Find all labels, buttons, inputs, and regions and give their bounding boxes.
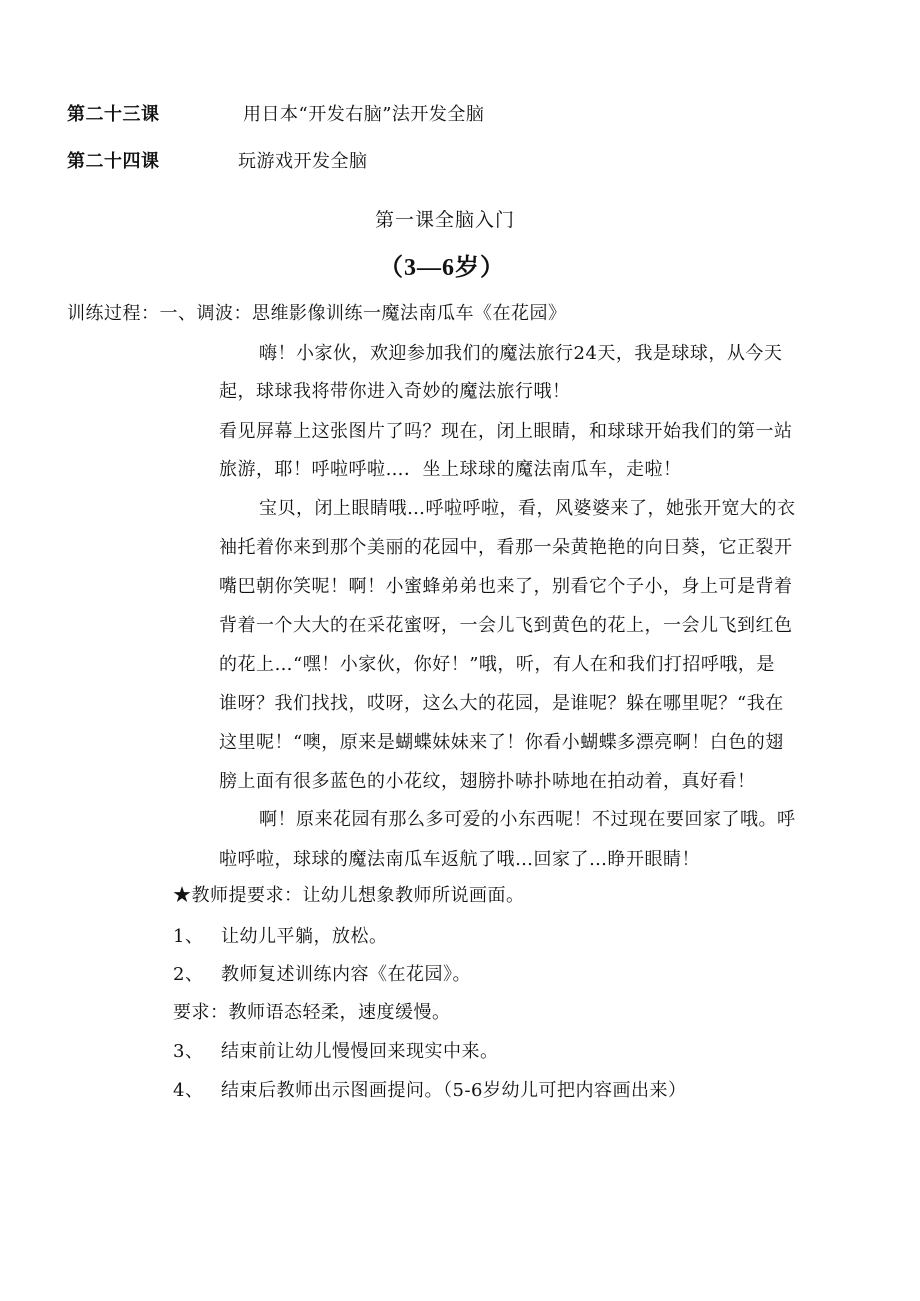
toc-lesson-number: 第二十三课 <box>67 104 160 125</box>
story-line: 谁呀？我们找找，哎呀，这么大的花园，是谁呢？躲在哪里呢？“我在 <box>219 693 784 714</box>
step-number: 2、 <box>173 964 204 985</box>
story-line: 啦呼啦，球球的魔法南瓜车返航了哦…回家了…睁开眼睛！ <box>219 849 700 870</box>
teacher-heading: ★教师提要求：让幼儿想象教师所说画面。 <box>173 885 525 906</box>
section-heading: 训练过程：一、调波：思维影像训练一魔法南瓜车《在花园》 <box>67 303 567 324</box>
requirement-text: 要求：教师语态轻柔，速度缓慢。 <box>173 1002 451 1023</box>
toc-lesson-title: 玩游戏开发全脑 <box>238 151 368 172</box>
story-line: 看见屏幕上这张图片了吗？现在，闭上眼睛，和球球开始我们的第一站 <box>219 421 793 442</box>
story-line: 宝贝，闭上眼睛哦…呼啦呼啦，看，风婆婆来了，她张开宽大的衣 <box>259 498 796 519</box>
story-line: 嗨！小家伙，欢迎参加我们的魔法旅行24天，我是球球，从今天 <box>259 343 783 364</box>
step-number: 4、 <box>173 1080 204 1101</box>
story-line: 旅游，耶！呼啦呼啦…．坐上球球的魔法南瓜车，走啦！ <box>219 459 682 480</box>
step-text: 让幼儿平躺，放松。 <box>221 926 388 947</box>
step-number: 1、 <box>173 926 204 947</box>
story-line: 啊！原来花园有那么多可爱的小东西呢！不过现在要回家了哦。呼 <box>259 809 796 830</box>
age-range: （3—6岁） <box>379 255 505 281</box>
story-line: 背着一个大大的在采花蜜呀，一会儿飞到黄色的花上，一会儿飞到红色 <box>219 615 793 636</box>
story-line: 这里呢！“噢，原来是蝴蝶妹妹来了！你看小蝴蝶多漂亮啊！白色的翅 <box>219 732 784 753</box>
story-line: 的花上…“嘿！小家伙，你好！”哦，听，有人在和我们打招呼哦，是 <box>219 654 775 675</box>
story-line: 膀上面有很多蓝色的小花纹，翅膀扑哧扑哧地在拍动着，真好看！ <box>219 771 756 792</box>
step-text: 结束后教师出示图画提问。（5-6岁幼儿可把内容画出来） <box>221 1080 687 1101</box>
toc-lesson-title: 用日本“开发右脑”法开发全脑 <box>243 104 485 125</box>
step-number: 3、 <box>173 1041 204 1062</box>
story-line: 袖托着你来到那个美丽的花园中，看那一朵黄艳艳的向日葵，它正裂开 <box>219 537 793 558</box>
toc-lesson-number: 第二十四课 <box>67 151 160 172</box>
story-line: 起，球球我将带你进入奇妙的魔法旅行哦！ <box>219 381 571 402</box>
step-text: 教师复述训练内容《在花园》。 <box>221 964 471 985</box>
story-line: 嘴巴朝你笑呢！啊！小蜜蜂弟弟也来了，别看它个子小，身上可是背着 <box>219 576 793 597</box>
step-text: 结束前让幼儿慢慢回来现实中来。 <box>221 1041 499 1062</box>
lesson-title: 第一课全脑入门 <box>375 209 516 231</box>
